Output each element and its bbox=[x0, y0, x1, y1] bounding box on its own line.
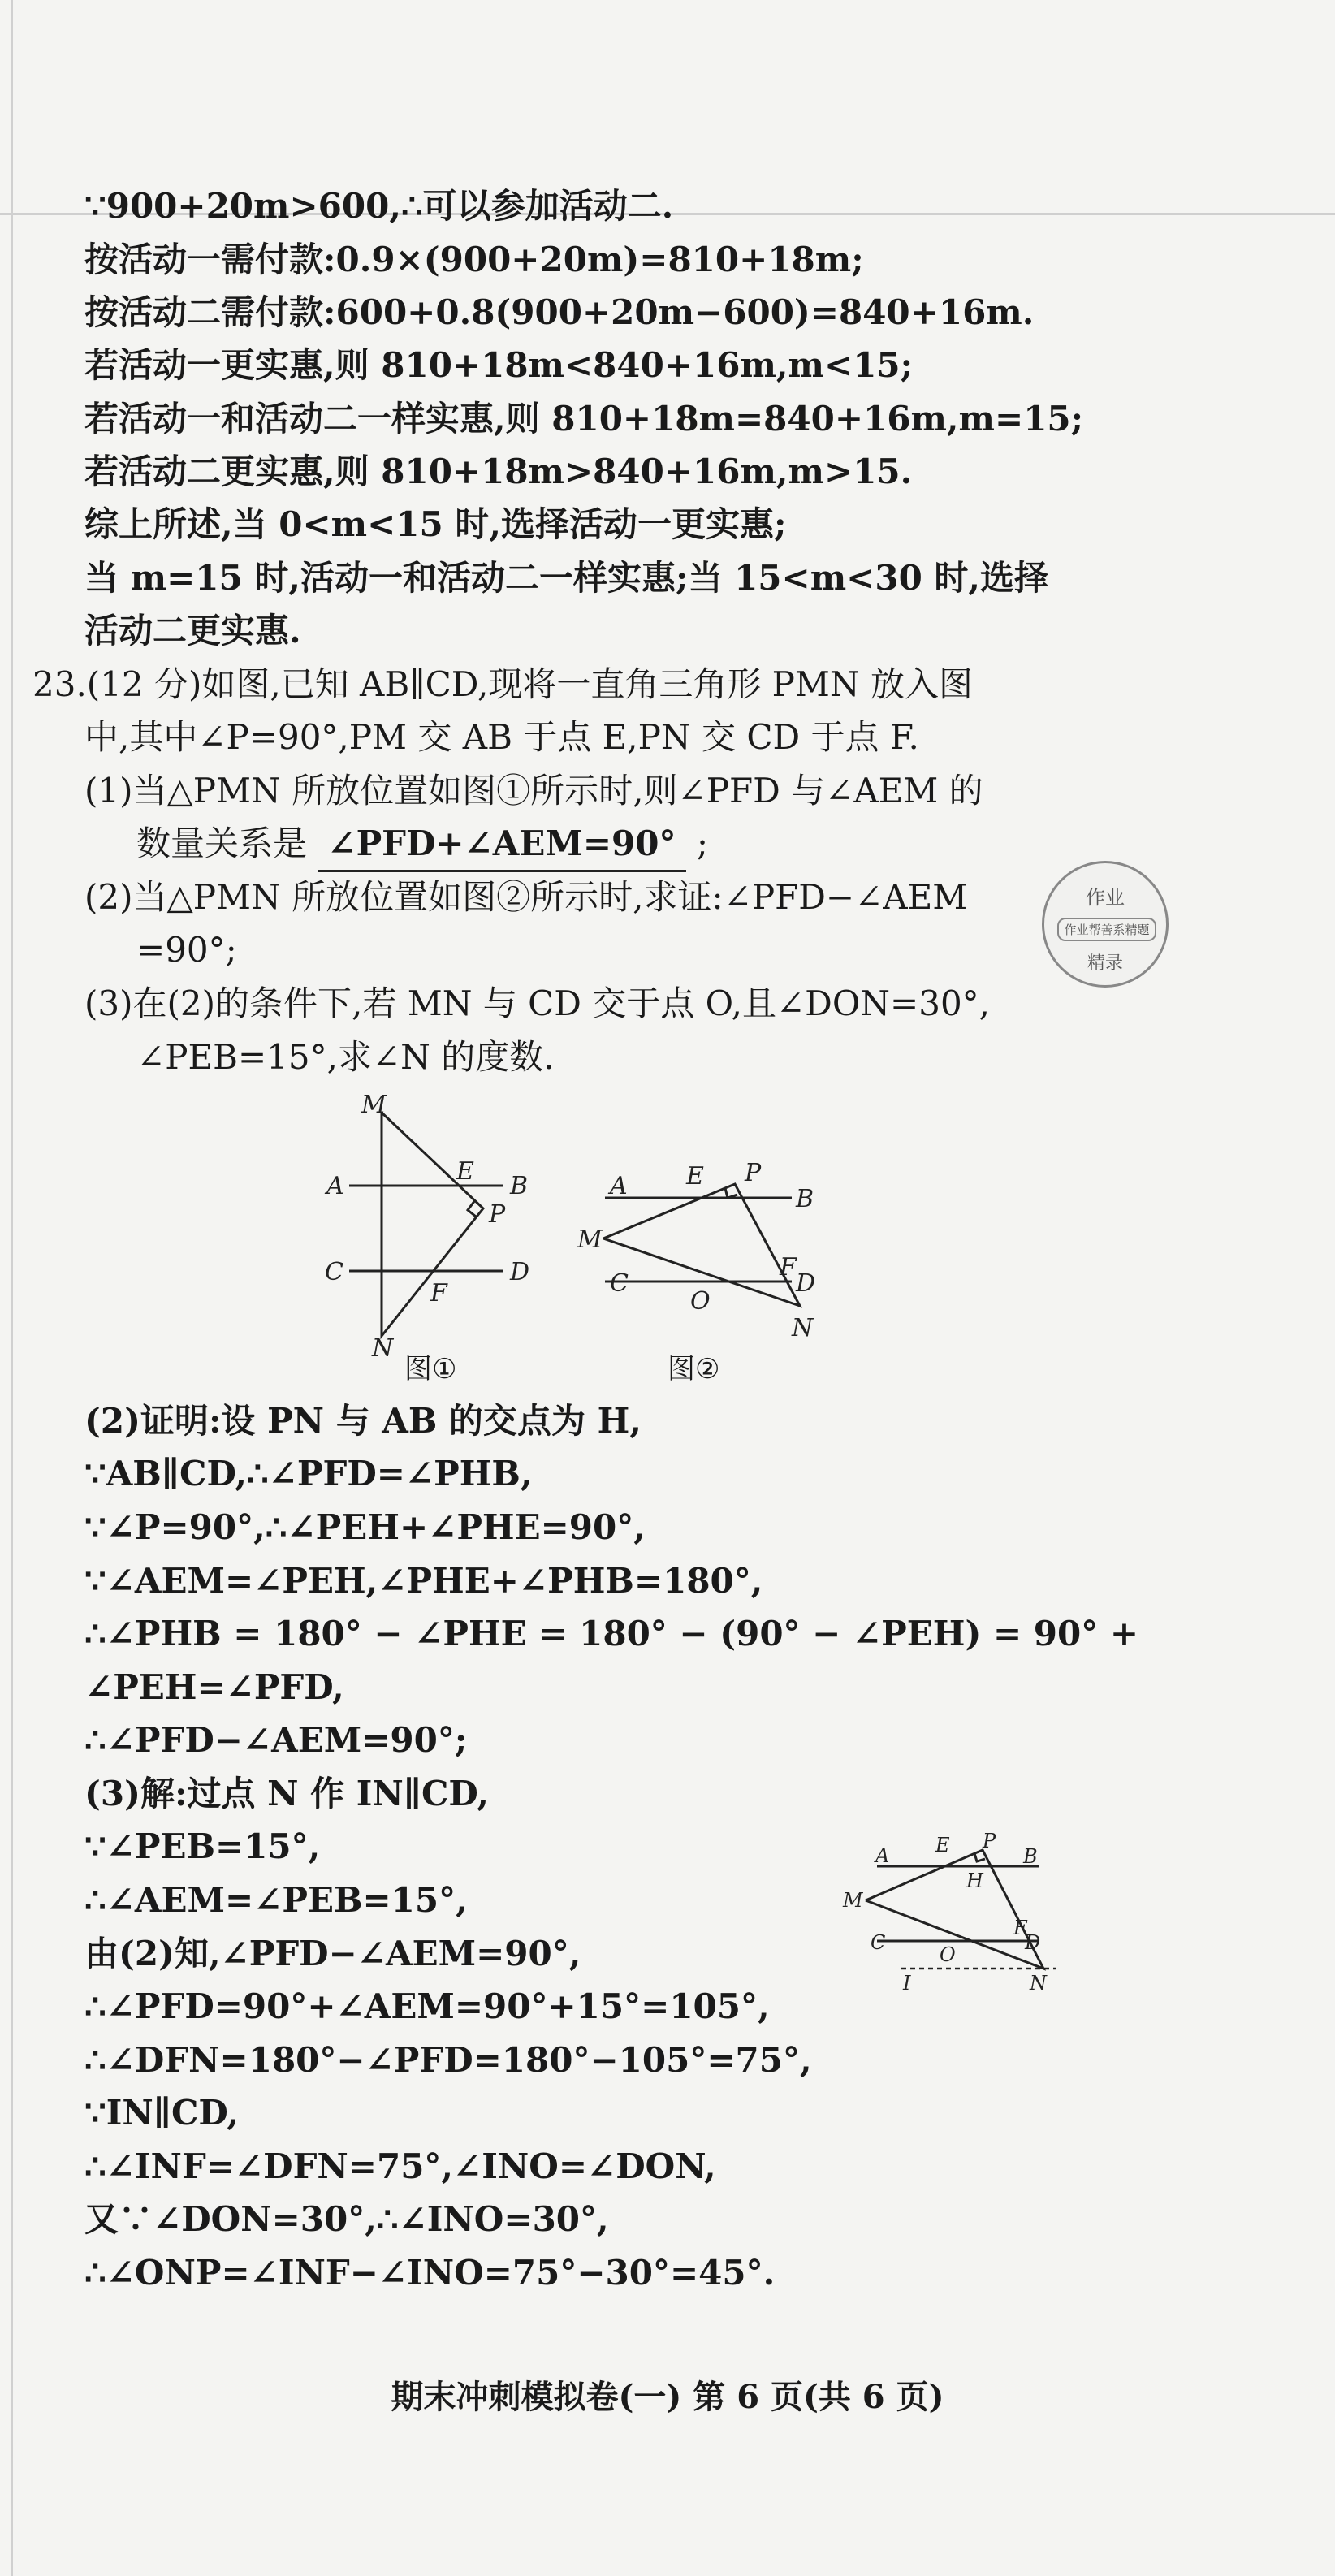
fig2-label-m: M bbox=[577, 1225, 603, 1254]
fig3-label-e: E bbox=[935, 1834, 950, 1856]
fig3-label-p: P bbox=[983, 1830, 996, 1852]
answer-blank: ∠PFD+∠AEM=90° bbox=[318, 818, 685, 872]
figure-3 bbox=[836, 1819, 1080, 2006]
fig2-right-angle bbox=[725, 1188, 737, 1198]
solution-line-10: ∴∠AEM=∠PEB=15°, bbox=[84, 1880, 468, 1920]
figure-2 bbox=[572, 1153, 832, 1348]
fig2-label-a: A bbox=[610, 1172, 628, 1200]
question-line-6: =90°; bbox=[136, 930, 237, 970]
question-line-3: (1)当△PMN 所放位置如图①所示时,则∠PFD 与∠AEM 的 bbox=[84, 771, 983, 810]
solution-line-11: 由(2)知,∠PFD−∠AEM=90°, bbox=[84, 1934, 581, 1973]
seal-middle: 作业帮善系精题 bbox=[1057, 918, 1156, 941]
fig3-label-a: A bbox=[875, 1844, 890, 1867]
fig3-label-d: D bbox=[1025, 1931, 1041, 1954]
fig3-label-h: H bbox=[966, 1869, 983, 1892]
fig3-label-i: I bbox=[903, 1972, 911, 1995]
fig2-label-f: F bbox=[780, 1253, 797, 1282]
question-line-1: 23.(12 分)如图,已知 AB∥CD,现将一直角三角形 PMN 放入图 bbox=[32, 664, 974, 704]
fig2-label-d: D bbox=[796, 1269, 816, 1298]
solution-line-2: ∵AB∥CD,∴∠PFD=∠PHB, bbox=[84, 1454, 533, 1493]
fig1-label-b: B bbox=[510, 1172, 529, 1200]
stamp-seal bbox=[1042, 861, 1169, 988]
figure-1 bbox=[317, 1088, 585, 1356]
fig1-label-c: C bbox=[325, 1258, 343, 1286]
fig2-label-b: B bbox=[796, 1185, 814, 1213]
fig2-label-n: N bbox=[792, 1314, 814, 1342]
solution-line-12: ∴∠PFD=90°+∠AEM=90°+15°=105°, bbox=[84, 1986, 770, 2026]
question-line-7: (3)在(2)的条件下,若 MN 与 CD 交于点 O,且∠DON=30°, bbox=[84, 983, 991, 1023]
answer-line-7: 综上所述,当 0<m<15 时,选择活动一更实惠; bbox=[84, 504, 787, 544]
seal-bottom: 精录 bbox=[1087, 953, 1123, 974]
fig3-label-n: N bbox=[1030, 1972, 1047, 1995]
solution-line-16: 又∵∠DON=30°,∴∠INO=30°, bbox=[84, 2199, 609, 2239]
solution-line-8: (3)解:过点 N 作 IN∥CD, bbox=[84, 1774, 489, 1813]
answer-line-8: 当 m=15 时,活动一和活动二一样实惠;当 15<m<30 时,选择 bbox=[84, 558, 1049, 598]
fig3-label-o: O bbox=[940, 1943, 956, 1966]
fig2-caption: 图② bbox=[668, 1353, 720, 1385]
fig1-caption: 图① bbox=[404, 1353, 457, 1385]
fig3-label-c: C bbox=[871, 1931, 886, 1954]
answer-line-1: ∵900+20m>600,∴可以参加活动二. bbox=[84, 186, 674, 226]
fig1-label-e: E bbox=[456, 1157, 474, 1186]
solution-line-1: (2)证明:设 PN 与 AB 的交点为 H, bbox=[84, 1401, 642, 1441]
answer-line-4: 若活动一更实惠,则 810+18m<840+16m,m<15; bbox=[84, 345, 914, 385]
answer-line-9: 活动二更实惠. bbox=[84, 611, 301, 650]
fig1-label-n: N bbox=[372, 1334, 394, 1356]
solution-line-14: ∵IN∥CD, bbox=[84, 2093, 239, 2133]
fig1-right-angle bbox=[468, 1200, 476, 1217]
fig3-label-f: F bbox=[1013, 1917, 1027, 1939]
fig3-right-angle bbox=[974, 1853, 985, 1861]
fig2-label-e: E bbox=[686, 1162, 704, 1191]
fig1-label-m: M bbox=[361, 1091, 387, 1119]
solution-line-6: ∠PEH=∠PFD, bbox=[84, 1667, 344, 1707]
answer-line-6: 若活动二更实惠,则 810+18m>840+16m,m>15. bbox=[84, 452, 913, 491]
question-line-2: 中,其中∠P=90°,PM 交 AB 于点 E,PN 交 CD 于点 F. bbox=[84, 717, 919, 757]
solution-line-4: ∵∠AEM=∠PEH,∠PHE+∠PHB=180°, bbox=[84, 1561, 763, 1601]
solution-line-17: ∴∠ONP=∠INF−∠INO=75°−30°=45°. bbox=[84, 2253, 776, 2293]
question-line-4 bbox=[136, 818, 708, 872]
answer-line-5: 若活动一和活动二一样实惠,则 810+18m=840+16m,m=15; bbox=[84, 399, 1084, 439]
question-line-4-prefix: 数量关系是 bbox=[136, 823, 308, 863]
fig2-label-p: P bbox=[745, 1159, 762, 1187]
solution-line-7: ∴∠PFD−∠AEM=90°; bbox=[84, 1720, 468, 1760]
fig3-label-m: M bbox=[843, 1889, 863, 1912]
left-rule bbox=[11, 0, 13, 2576]
fig2-label-c: C bbox=[610, 1269, 629, 1298]
solution-line-15: ∴∠INF=∠DFN=75°,∠INO=∠DON, bbox=[84, 2146, 716, 2186]
fig1-label-f: F bbox=[430, 1279, 447, 1307]
seal-top: 作业 bbox=[1086, 886, 1125, 909]
answer-line-2: 按活动一需付款:0.9×(900+20m)=810+18m; bbox=[84, 240, 864, 279]
question-line-4-suffix: ; bbox=[696, 823, 709, 863]
fig1-label-d: D bbox=[510, 1258, 530, 1286]
fig2-label-o: O bbox=[690, 1287, 711, 1316]
question-line-8: ∠PEB=15°,求∠N 的度数. bbox=[136, 1037, 555, 1077]
fig1-label-a: A bbox=[326, 1172, 344, 1200]
page-footer: 期末冲刺模拟卷(一) 第 6 页(共 6 页) bbox=[391, 2378, 944, 2416]
question-line-5: (2)当△PMN 所放位置如图②所示时,求证:∠PFD−∠AEM bbox=[84, 877, 968, 917]
solution-line-5: ∴∠PHB = 180° − ∠PHE = 180° − (90° − ∠PEH) = 90° + bbox=[84, 1614, 1139, 1653]
solution-line-3: ∵∠P=90°,∴∠PEH+∠PHE=90°, bbox=[84, 1507, 646, 1547]
solution-line-9: ∵∠PEB=15°, bbox=[84, 1826, 321, 1866]
fig3-label-b: B bbox=[1023, 1845, 1038, 1868]
answer-line-3: 按活动二需付款:600+0.8(900+20m−600)=840+16m. bbox=[84, 292, 1035, 332]
fig1-label-p: P bbox=[489, 1200, 506, 1229]
solution-line-13: ∴∠DFN=180°−∠PFD=180°−105°=75°, bbox=[84, 2040, 812, 2080]
